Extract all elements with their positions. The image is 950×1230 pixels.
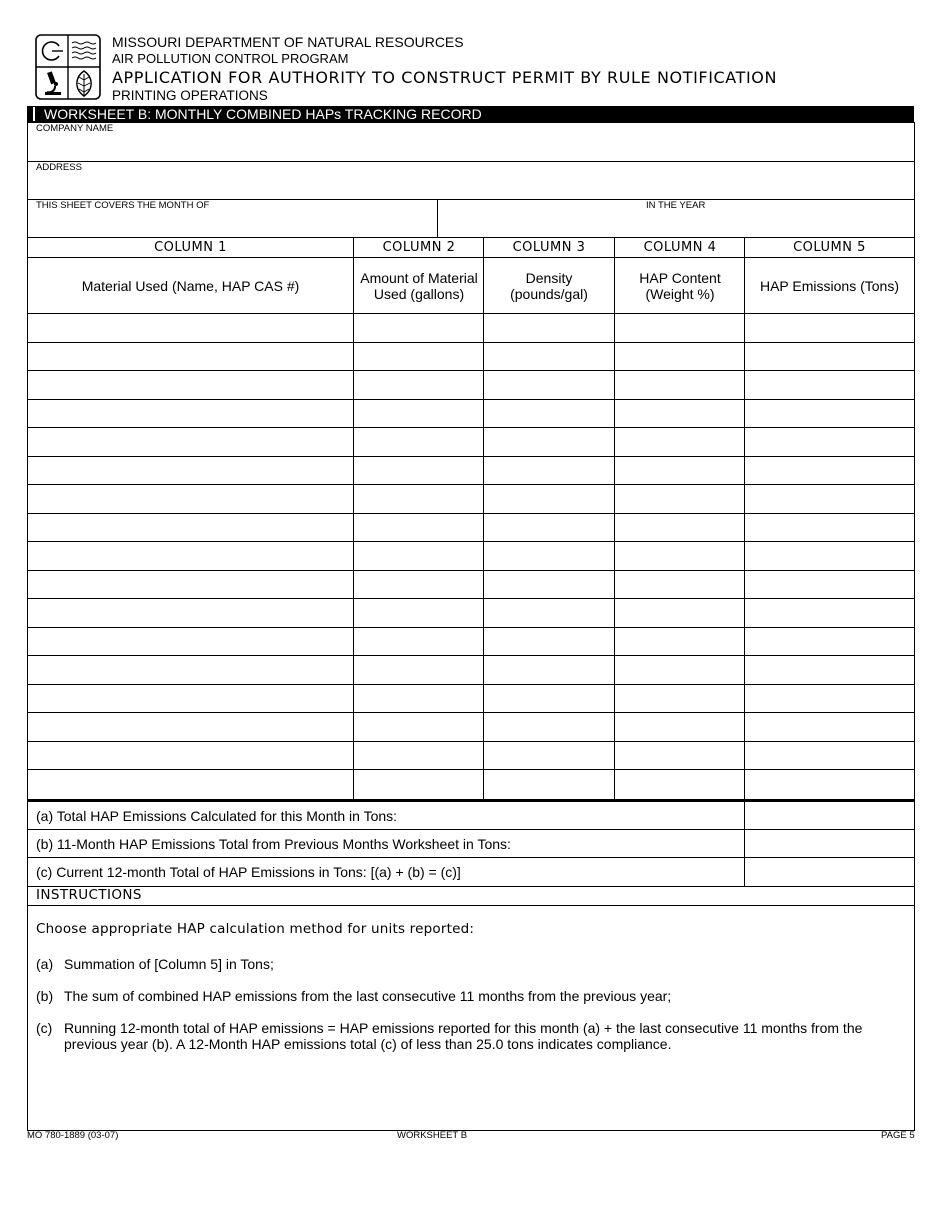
- program-name: AIR POLLUTION CONTROL PROGRAM: [112, 51, 349, 66]
- column-3-header: COLUMN 3: [512, 240, 586, 255]
- total-b-field[interactable]: [745, 830, 914, 857]
- form-subtitle: PRINTING OPERATIONS: [112, 88, 268, 103]
- table-row: [28, 742, 914, 771]
- column-1-header: COLUMN 1: [154, 240, 227, 255]
- table-cell-column-3[interactable]: [484, 314, 614, 342]
- column-3-description: Density (pounds/gal): [510, 269, 588, 302]
- company-name-label: COMPANY NAME: [36, 123, 114, 134]
- instruction-item-c: [36, 1020, 896, 1052]
- column-1-description: Material Used (Name, HAP CAS #): [81, 277, 300, 294]
- instruction-item-b: [36, 988, 896, 1004]
- table-cell-column-3[interactable]: [484, 343, 614, 371]
- table-cell-column-5[interactable]: [745, 713, 914, 741]
- table-cell-column-5[interactable]: [745, 628, 914, 656]
- column-4-description: HAP Content (Weight %): [639, 269, 721, 302]
- table-cell-column-2[interactable]: [354, 599, 483, 627]
- table-row: [28, 428, 914, 457]
- table-cell-column-4[interactable]: [615, 713, 744, 741]
- footer-worksheet-label: WORKSHEET B: [397, 1130, 468, 1141]
- table-cell-column-2[interactable]: [354, 343, 483, 371]
- table-cell-column-5[interactable]: [745, 770, 914, 798]
- column-4-header: COLUMN 4: [643, 240, 717, 255]
- month-label: THIS SHEET COVERS THE MONTH OF: [36, 200, 210, 211]
- table-row: [28, 514, 914, 543]
- table-cell-column-3[interactable]: [484, 400, 614, 428]
- table-cell-column-5[interactable]: [745, 400, 914, 428]
- table-cell-column-1[interactable]: [28, 343, 353, 371]
- table-row: [28, 314, 914, 343]
- worksheet-title-band: [27, 106, 914, 122]
- table-cell-column-4[interactable]: [615, 770, 744, 798]
- table-cell-column-3[interactable]: [484, 742, 614, 770]
- worksheet-title: WORKSHEET B: MONTHLY COMBINED HAPs TRACKING RECORD: [33, 107, 482, 121]
- table-cell-column-5[interactable]: [745, 457, 914, 485]
- table-cell-column-2[interactable]: [354, 628, 483, 656]
- table-cell-column-3[interactable]: [484, 542, 614, 570]
- worksheet-form: [27, 122, 915, 1131]
- table-cell-column-5[interactable]: [745, 485, 914, 513]
- table-cell-column-5[interactable]: [745, 599, 914, 627]
- year-label: IN THE YEAR: [646, 200, 706, 211]
- table-cell-column-2[interactable]: [354, 314, 483, 342]
- instruction-key: (c): [36, 1020, 53, 1036]
- table-cell-column-3[interactable]: [484, 485, 614, 513]
- table-row: [28, 685, 914, 714]
- table-cell-column-1[interactable]: [28, 770, 353, 798]
- department-seal-icon: [35, 34, 101, 100]
- agency-name: MISSOURI DEPARTMENT OF NATURAL RESOURCES: [112, 34, 464, 50]
- form-title: APPLICATION FOR AUTHORITY TO CONSTRUCT PERMIT BY RULE NOTIFICATION: [112, 68, 778, 87]
- instruction-key: (a): [36, 956, 54, 972]
- table-cell-column-1[interactable]: [28, 514, 353, 542]
- table-cell-column-1[interactable]: [28, 599, 353, 627]
- table-cell-column-4[interactable]: [615, 314, 744, 342]
- table-cell-column-1[interactable]: [28, 656, 353, 684]
- table-cell-column-1[interactable]: [28, 713, 353, 741]
- year-field[interactable]: [438, 200, 914, 237]
- table-cell-column-5[interactable]: [745, 542, 914, 570]
- table-row: [28, 628, 914, 657]
- table-cell-column-5[interactable]: [745, 685, 914, 713]
- table-row: [28, 343, 914, 372]
- table-cell-column-3[interactable]: [484, 457, 614, 485]
- table-cell-column-4[interactable]: [615, 457, 744, 485]
- table-cell-column-4[interactable]: [615, 400, 744, 428]
- table-cell-column-1[interactable]: [28, 685, 353, 713]
- table-cell-column-5[interactable]: [745, 343, 914, 371]
- table-cell-column-4[interactable]: [615, 599, 744, 627]
- table-cell-column-3[interactable]: [484, 713, 614, 741]
- column-2-description: Amount of Material Used (gallons): [360, 269, 478, 302]
- table-cell-column-3[interactable]: [484, 571, 614, 599]
- table-row: [28, 656, 914, 685]
- table-cell-column-1[interactable]: [28, 742, 353, 770]
- table-cell-column-4[interactable]: [615, 343, 744, 371]
- total-c-label: (c) Current 12-month Total of HAP Emissions in Tons: [(a) + (b) = (c)]: [36, 864, 461, 880]
- table-cell-column-5[interactable]: [745, 742, 914, 770]
- table-cell-column-5[interactable]: [745, 428, 914, 456]
- table-cell-column-4[interactable]: [615, 485, 744, 513]
- table-row: [28, 571, 914, 600]
- table-cell-column-1[interactable]: [28, 314, 353, 342]
- table-cell-column-2[interactable]: [354, 571, 483, 599]
- table-cell-column-2[interactable]: [354, 400, 483, 428]
- table-cell-column-5[interactable]: [745, 656, 914, 684]
- column-5-description: HAP Emissions (Tons): [759, 277, 899, 294]
- address-label: ADDRESS: [36, 162, 82, 173]
- total-b-label: (b) 11-Month HAP Emissions Total from Previous Months Worksheet in Tons:: [36, 836, 511, 852]
- total-c-field[interactable]: [745, 858, 914, 886]
- table-cell-column-2[interactable]: [354, 514, 483, 542]
- table-cell-column-2[interactable]: [354, 371, 483, 399]
- table-cell-column-4[interactable]: [615, 656, 744, 684]
- table-cell-column-2[interactable]: [354, 742, 483, 770]
- table-cell-column-4[interactable]: [615, 571, 744, 599]
- table-cell-column-1[interactable]: [28, 400, 353, 428]
- table-cell-column-2[interactable]: [354, 685, 483, 713]
- table-cell-column-1[interactable]: [28, 457, 353, 485]
- table-cell-column-4[interactable]: [615, 514, 744, 542]
- table-cell-column-5[interactable]: [745, 314, 914, 342]
- table-cell-column-3[interactable]: [484, 599, 614, 627]
- divider: [28, 905, 914, 906]
- table-cell-column-1[interactable]: [28, 542, 353, 570]
- table-cell-column-4[interactable]: [615, 542, 744, 570]
- table-cell-column-4[interactable]: [615, 371, 744, 399]
- table-cell-column-3[interactable]: [484, 770, 614, 798]
- divider: [28, 886, 914, 887]
- table-cell-column-4[interactable]: [615, 628, 744, 656]
- instruction-item-a: [36, 956, 896, 972]
- column-2-header: COLUMN 2: [382, 240, 456, 255]
- form-number: MO 780-1889 (03-07): [27, 1130, 119, 1141]
- table-cell-column-2[interactable]: [354, 542, 483, 570]
- total-a-field[interactable]: [745, 802, 914, 829]
- table-cell-column-1[interactable]: [28, 628, 353, 656]
- table-cell-column-2[interactable]: [354, 656, 483, 684]
- table-cell-column-2[interactable]: [354, 713, 483, 741]
- table-cell-column-3[interactable]: [484, 685, 614, 713]
- address-field[interactable]: [28, 162, 914, 199]
- table-cell-column-3[interactable]: [484, 514, 614, 542]
- table-cell-column-5[interactable]: [745, 514, 914, 542]
- total-a-label: (a) Total HAP Emissions Calculated for this Month in Tons:: [36, 808, 398, 824]
- company-name-field[interactable]: [28, 123, 914, 161]
- column-5-header: COLUMN 5: [793, 240, 866, 255]
- table-row: [28, 371, 914, 400]
- table-row: [28, 542, 914, 571]
- table-row: [28, 713, 914, 742]
- table-cell-column-2[interactable]: [354, 428, 483, 456]
- month-field[interactable]: [28, 200, 437, 237]
- instructions-lead: Choose appropriate HAP calculation method for units reported:: [36, 921, 475, 937]
- table-row: [28, 599, 914, 628]
- table-cell-column-1[interactable]: [28, 371, 353, 399]
- table-row: [28, 485, 914, 514]
- table-cell-column-2[interactable]: [354, 485, 483, 513]
- table-row: [28, 457, 914, 486]
- table-cell-column-5[interactable]: [745, 571, 914, 599]
- table-cell-column-4[interactable]: [615, 428, 744, 456]
- table-cell-column-3[interactable]: [484, 656, 614, 684]
- table-row: [28, 400, 914, 429]
- table-cell-column-1[interactable]: [28, 485, 353, 513]
- table-cell-column-1[interactable]: [28, 428, 353, 456]
- table-cell-column-2[interactable]: [354, 770, 483, 798]
- instruction-text: Summation of [Column 5] in Tons;: [64, 956, 274, 972]
- table-cell-column-5[interactable]: [745, 371, 914, 399]
- table-cell-column-1[interactable]: [28, 571, 353, 599]
- instruction-key: (b): [36, 988, 54, 1004]
- instruction-text: The sum of combined HAP emissions from the last consecutive 11 months from the previous year;: [64, 988, 672, 1004]
- table-row: [28, 770, 914, 799]
- table-cell-column-3[interactable]: [484, 628, 614, 656]
- table-cell-column-2[interactable]: [354, 457, 483, 485]
- page-number: PAGE 5: [881, 1130, 915, 1141]
- table-cell-column-4[interactable]: [615, 685, 744, 713]
- instruction-text: Running 12-month total of HAP emissions = HAP emissions reported for this month (a) + the last consecutive 11 months from the previous year (b). A 12-Month HAP emissions total (c) of less than 25.0 tons indicates compliance.: [64, 1020, 863, 1052]
- table-cell-column-3[interactable]: [484, 428, 614, 456]
- table-cell-column-4[interactable]: [615, 742, 744, 770]
- instructions-heading: INSTRUCTIONS: [36, 887, 142, 903]
- table-cell-column-3[interactable]: [484, 371, 614, 399]
